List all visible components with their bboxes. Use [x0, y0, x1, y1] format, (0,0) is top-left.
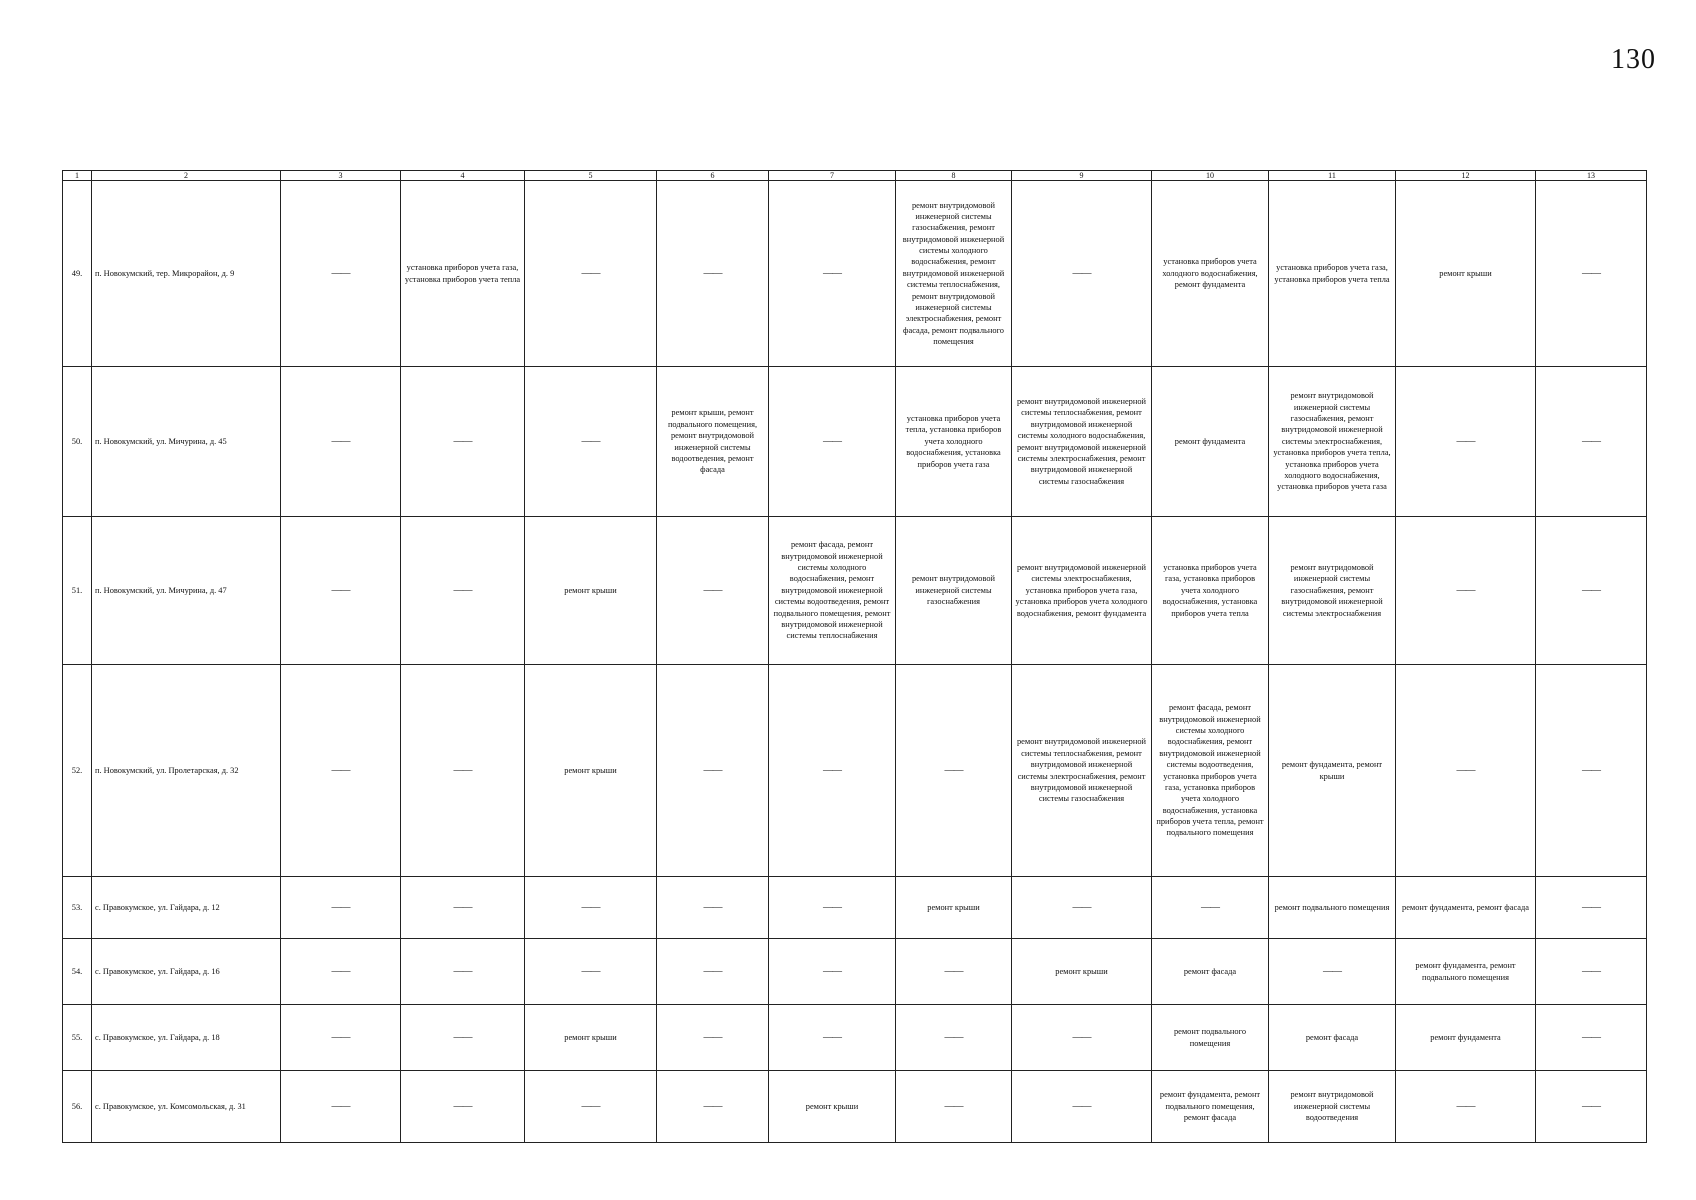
- empty-dash: ——: [1072, 1100, 1091, 1112]
- work-cell-col-5: [525, 877, 657, 939]
- work-cell-col-8: [896, 367, 1012, 517]
- work-cell-col-8: [896, 1005, 1012, 1071]
- work-cell-col-9: [1012, 367, 1152, 517]
- work-cell-col-4: [401, 181, 525, 367]
- work-cell-col-3: [281, 367, 401, 517]
- empty-dash: ——: [453, 435, 472, 447]
- work-cell-col-11: [1269, 181, 1396, 367]
- work-cell-col-10: [1152, 1005, 1269, 1071]
- table-row: [63, 1005, 1647, 1071]
- empty-dash: ——: [453, 965, 472, 977]
- column-number-row: [63, 171, 1647, 181]
- empty-dash: ——: [1582, 965, 1600, 977]
- row-number: 56.: [63, 1071, 92, 1143]
- address-cell: с. Правокумское, ул. Гайдара, д. 18: [92, 1005, 281, 1071]
- empty-dash: ——: [1582, 267, 1600, 279]
- work-cell-col-11: [1269, 877, 1396, 939]
- table-body: [63, 181, 1647, 1143]
- column-number-2: 2: [92, 171, 281, 181]
- work-description: ремонт фасада, ремонт внутридомовой инженерной системы холодного водоснабжения, ремонт внутридомовой инженерной системы водоотведения, установка приборов учета газа, установка приборов учета холодного водоснабжения, установка приборов учета тепла, ремонт подвального помещения: [1156, 703, 1264, 838]
- empty-dash: ——: [823, 764, 841, 776]
- table-row: [63, 939, 1647, 1005]
- row-number: 54.: [63, 939, 92, 1005]
- empty-dash: ——: [453, 1031, 472, 1043]
- work-cell-col-3: [281, 939, 401, 1005]
- work-description: установка приборов учета тепла, установка приборов учета холодного водоснабжения, установка приборов учета газа: [905, 414, 1002, 469]
- work-cell-col-8: [896, 1071, 1012, 1143]
- empty-dash: ——: [823, 1031, 841, 1043]
- work-cell-col-11: [1269, 517, 1396, 665]
- empty-dash: ——: [331, 1100, 350, 1112]
- work-description: ремонт фундамента, ремонт подвального помещения, ремонт фасада: [1159, 1090, 1261, 1123]
- column-number-11: 11: [1269, 171, 1396, 181]
- empty-dash: ——: [453, 584, 472, 596]
- work-cell-col-13: [1536, 517, 1647, 665]
- address-cell: п. Новокумский, ул. Пролетарская, д. 32: [92, 665, 281, 877]
- work-cell-col-5: [525, 1005, 657, 1071]
- address-cell: с. Правокумское, ул. Гайдара, д. 16: [92, 939, 281, 1005]
- work-cell-col-8: [896, 181, 1012, 367]
- work-description: ремонт внутридомовой инженерной системы газоснабжения, ремонт внутридомовой инженерной системы холодного водоснабжения, ремонт внутридомовой инженерной системы теплоснабжения, ремонт внутридомовой инженерной системы электроснабжения, ремонт фасада, ремонт подвального помещения: [902, 200, 1005, 346]
- column-number-12: 12: [1396, 171, 1536, 181]
- empty-dash: ——: [581, 435, 600, 447]
- empty-dash: ——: [823, 267, 841, 279]
- row-number: 50.: [63, 367, 92, 517]
- work-description: ремонт фундамента: [1174, 436, 1246, 446]
- work-description: ремонт фундамента, ремонт фасада: [1402, 902, 1529, 912]
- work-cell-col-12: [1396, 367, 1536, 517]
- work-description: установка приборов учета холодного водоснабжения, ремонт фундамента: [1162, 257, 1258, 290]
- work-cell-col-3: [281, 181, 401, 367]
- empty-dash: ——: [703, 764, 722, 776]
- work-description: ремонт подвального помещения: [1274, 902, 1390, 912]
- work-cell-col-6: [657, 181, 769, 367]
- empty-dash: ——: [823, 435, 841, 447]
- empty-dash: ——: [331, 965, 350, 977]
- work-cell-col-12: [1396, 181, 1536, 367]
- work-cell-col-13: [1536, 877, 1647, 939]
- work-cell-col-5: [525, 517, 657, 665]
- empty-dash: ——: [823, 965, 841, 977]
- work-cell-col-5: [525, 367, 657, 517]
- empty-dash: ——: [703, 1100, 722, 1112]
- empty-dash: ——: [703, 584, 722, 596]
- work-description: ремонт фасада, ремонт внутридомовой инженерной системы холодного водоснабжения, ремонт внутридомовой инженерной системы водоотведения, ремонт подвального помещения, ремонт внутридомовой инженерной системы теплоснабжения: [773, 540, 891, 641]
- work-description: ремонт фундамента, ремонт крыши: [1281, 760, 1383, 781]
- work-description: ремонт фасада: [1183, 966, 1237, 976]
- work-description: ремонт фундамента: [1430, 1032, 1501, 1042]
- work-cell-col-8: [896, 877, 1012, 939]
- repair-schedule-table: [62, 170, 1647, 1143]
- work-cell-col-9: [1012, 665, 1152, 877]
- work-cell-col-5: [525, 665, 657, 877]
- empty-dash: ——: [703, 1031, 722, 1043]
- work-cell-col-4: [401, 1071, 525, 1143]
- work-cell-col-12: [1396, 939, 1536, 1005]
- work-cell-col-4: [401, 877, 525, 939]
- work-cell-col-9: [1012, 181, 1152, 367]
- work-cell-col-9: [1012, 1005, 1152, 1071]
- column-number-8: 8: [896, 171, 1012, 181]
- work-cell-col-3: [281, 1071, 401, 1143]
- work-cell-col-10: [1152, 367, 1269, 517]
- work-cell-col-7: [769, 367, 896, 517]
- empty-dash: ——: [331, 764, 350, 776]
- work-cell-col-6: [657, 665, 769, 877]
- empty-dash: ——: [331, 1031, 350, 1043]
- work-cell-col-7: [769, 181, 896, 367]
- column-number-9: 9: [1012, 171, 1152, 181]
- work-cell-col-6: [657, 877, 769, 939]
- empty-dash: ——: [331, 267, 350, 279]
- work-cell-col-7: [769, 1071, 896, 1143]
- work-description: установка приборов учета газа, установка приборов учета холодного водоснабжения, установка приборов учета тепла: [1162, 563, 1258, 618]
- empty-dash: ——: [944, 1031, 963, 1043]
- work-description: ремонт крыши: [1439, 268, 1492, 278]
- row-number: 52.: [63, 665, 92, 877]
- empty-dash: ——: [1582, 435, 1600, 447]
- row-number: 49.: [63, 181, 92, 367]
- empty-dash: ——: [453, 1100, 472, 1112]
- address-cell: с. Правокумское, ул. Гайдара, д. 12: [92, 877, 281, 939]
- work-description: ремонт фасада: [1305, 1032, 1359, 1042]
- column-number-1: 1: [63, 171, 92, 181]
- work-description: ремонт внутридомовой инженерной системы водоотведения: [1290, 1090, 1374, 1123]
- work-description: ремонт крыши: [564, 585, 617, 595]
- empty-dash: ——: [703, 901, 722, 913]
- work-cell-col-10: [1152, 939, 1269, 1005]
- work-cell-col-13: [1536, 181, 1647, 367]
- work-description: ремонт внутридомовой инженерной системы газоснабжения, ремонт внутридомовой инженерной системы электроснабжения: [1281, 563, 1383, 618]
- empty-dash: ——: [944, 1100, 963, 1112]
- work-cell-col-12: [1396, 1071, 1536, 1143]
- work-cell-col-7: [769, 939, 896, 1005]
- work-cell-col-10: [1152, 877, 1269, 939]
- work-description: ремонт крыши: [927, 902, 980, 912]
- table-row: [63, 517, 1647, 665]
- work-cell-col-9: [1012, 939, 1152, 1005]
- work-cell-col-4: [401, 1005, 525, 1071]
- work-cell-col-12: [1396, 665, 1536, 877]
- work-cell-col-10: [1152, 181, 1269, 367]
- empty-dash: ——: [581, 267, 600, 279]
- work-cell-col-8: [896, 517, 1012, 665]
- work-cell-col-12: [1396, 1005, 1536, 1071]
- address-cell: п. Новокумский, тер. Микрорайон, д. 9: [92, 181, 281, 367]
- work-cell-col-13: [1536, 367, 1647, 517]
- work-cell-col-8: [896, 665, 1012, 877]
- empty-dash: ——: [1072, 1031, 1091, 1043]
- empty-dash: ——: [1582, 1031, 1600, 1043]
- work-cell-col-12: [1396, 517, 1536, 665]
- empty-dash: ——: [1456, 764, 1475, 776]
- work-description: ремонт внутридомовой инженерной системы газоснабжения, ремонт внутридомовой инженерной системы электроснабжения, установка приборов учета тепла, установка приборов учета холодного водоснабжения, установка приборов учета газа: [1273, 391, 1391, 492]
- work-cell-col-7: [769, 517, 896, 665]
- work-cell-col-6: [657, 367, 769, 517]
- work-cell-col-5: [525, 181, 657, 367]
- work-cell-col-7: [769, 1005, 896, 1071]
- work-description: ремонт подвального помещения: [1173, 1027, 1247, 1048]
- work-cell-col-7: [769, 665, 896, 877]
- work-description: ремонт внутридомовой инженерной системы теплоснабжения, ремонт внутридомовой инженерной системы электроснабжения, ремонт внутридомовой инженерной системы газоснабжения: [1016, 737, 1146, 804]
- work-cell-col-4: [401, 939, 525, 1005]
- column-number-13: 13: [1536, 171, 1647, 181]
- work-cell-col-3: [281, 877, 401, 939]
- empty-dash: ——: [1456, 584, 1475, 596]
- empty-dash: ——: [1582, 584, 1600, 596]
- empty-dash: ——: [944, 965, 963, 977]
- table-row: [63, 367, 1647, 517]
- work-description: ремонт крыши: [805, 1101, 859, 1111]
- table-row: [63, 181, 1647, 367]
- address-cell: п. Новокумский, ул. Мичурина, д. 47: [92, 517, 281, 665]
- work-cell-col-11: [1269, 1071, 1396, 1143]
- empty-dash: ——: [453, 764, 472, 776]
- work-description: установка приборов учета газа, установка приборов учета тепла: [1274, 263, 1390, 284]
- empty-dash: ——: [1456, 1100, 1475, 1112]
- row-number: 55.: [63, 1005, 92, 1071]
- work-cell-col-6: [657, 517, 769, 665]
- work-cell-col-9: [1012, 877, 1152, 939]
- work-cell-col-5: [525, 939, 657, 1005]
- work-cell-col-9: [1012, 1071, 1152, 1143]
- table-row: [63, 1071, 1647, 1143]
- work-cell-col-6: [657, 939, 769, 1005]
- empty-dash: ——: [453, 901, 472, 913]
- work-cell-col-10: [1152, 517, 1269, 665]
- work-cell-col-6: [657, 1005, 769, 1071]
- work-cell-col-4: [401, 517, 525, 665]
- work-cell-col-6: [657, 1071, 769, 1143]
- empty-dash: ——: [1072, 901, 1091, 913]
- work-cell-col-11: [1269, 1005, 1396, 1071]
- work-cell-col-12: [1396, 877, 1536, 939]
- work-cell-col-13: [1536, 1005, 1647, 1071]
- empty-dash: ——: [1201, 901, 1219, 913]
- table-row: [63, 665, 1647, 877]
- column-number-7: 7: [769, 171, 896, 181]
- work-cell-col-10: [1152, 1071, 1269, 1143]
- empty-dash: ——: [331, 584, 350, 596]
- address-cell: с. Правокумское, ул. Комсомольская, д. 31: [92, 1071, 281, 1143]
- work-cell-col-13: [1536, 1071, 1647, 1143]
- column-number-4: 4: [401, 171, 525, 181]
- work-cell-col-5: [525, 1071, 657, 1143]
- empty-dash: ——: [581, 1100, 600, 1112]
- row-number: 51.: [63, 517, 92, 665]
- page-number: 130: [1611, 44, 1656, 75]
- column-number-6: 6: [657, 171, 769, 181]
- work-description: ремонт крыши, ремонт подвального помещения, ремонт внутридомовой инженерной системы водоотведения, ремонт фасада: [667, 408, 758, 475]
- work-description: ремонт внутридомовой инженерной системы теплоснабжения, ремонт внутридомовой инженерной системы холодного водоснабжения, ремонт внутридомовой инженерной системы электроснабжения, ремонт внутридомовой инженерной системы газоснабжения: [1016, 397, 1146, 486]
- empty-dash: ——: [1582, 764, 1600, 776]
- work-description: ремонт крыши: [1055, 966, 1108, 976]
- empty-dash: ——: [1582, 1100, 1600, 1112]
- work-cell-col-4: [401, 665, 525, 877]
- work-description: ремонт крыши: [564, 765, 617, 775]
- work-cell-col-3: [281, 517, 401, 665]
- work-description: ремонт фундамента, ремонт подвального помещения: [1415, 961, 1516, 982]
- column-number-10: 10: [1152, 171, 1269, 181]
- work-cell-col-4: [401, 367, 525, 517]
- work-description: установка приборов учета газа, установка приборов учета тепла: [404, 263, 521, 284]
- work-cell-col-11: [1269, 367, 1396, 517]
- empty-dash: ——: [581, 965, 600, 977]
- empty-dash: ——: [1323, 965, 1341, 977]
- address-cell: п. Новокумский, ул. Мичурина, д. 45: [92, 367, 281, 517]
- empty-dash: ——: [703, 267, 722, 279]
- work-cell-col-3: [281, 1005, 401, 1071]
- empty-dash: ——: [581, 901, 600, 913]
- work-description: ремонт внутридомовой инженерной системы электроснабжения, установка приборов учета газа, установка приборов учета холодного водоснабжения, ремонт фундамента: [1015, 563, 1148, 618]
- work-cell-col-13: [1536, 665, 1647, 877]
- work-cell-col-3: [281, 665, 401, 877]
- empty-dash: ——: [1582, 901, 1600, 913]
- work-cell-col-11: [1269, 939, 1396, 1005]
- work-description: ремонт крыши: [564, 1032, 617, 1042]
- column-number-3: 3: [281, 171, 401, 181]
- table-row: [63, 877, 1647, 939]
- work-cell-col-8: [896, 939, 1012, 1005]
- work-cell-col-7: [769, 877, 896, 939]
- empty-dash: ——: [1072, 267, 1091, 279]
- empty-dash: ——: [331, 901, 350, 913]
- empty-dash: ——: [331, 435, 350, 447]
- empty-dash: ——: [1456, 435, 1475, 447]
- column-number-5: 5: [525, 171, 657, 181]
- work-description: ремонт внутридомовой инженерной системы газоснабжения: [911, 574, 996, 607]
- empty-dash: ——: [823, 901, 841, 913]
- work-cell-col-13: [1536, 939, 1647, 1005]
- work-cell-col-9: [1012, 517, 1152, 665]
- work-cell-col-11: [1269, 665, 1396, 877]
- row-number: 53.: [63, 877, 92, 939]
- work-cell-col-10: [1152, 665, 1269, 877]
- empty-dash: ——: [944, 764, 963, 776]
- empty-dash: ——: [703, 965, 722, 977]
